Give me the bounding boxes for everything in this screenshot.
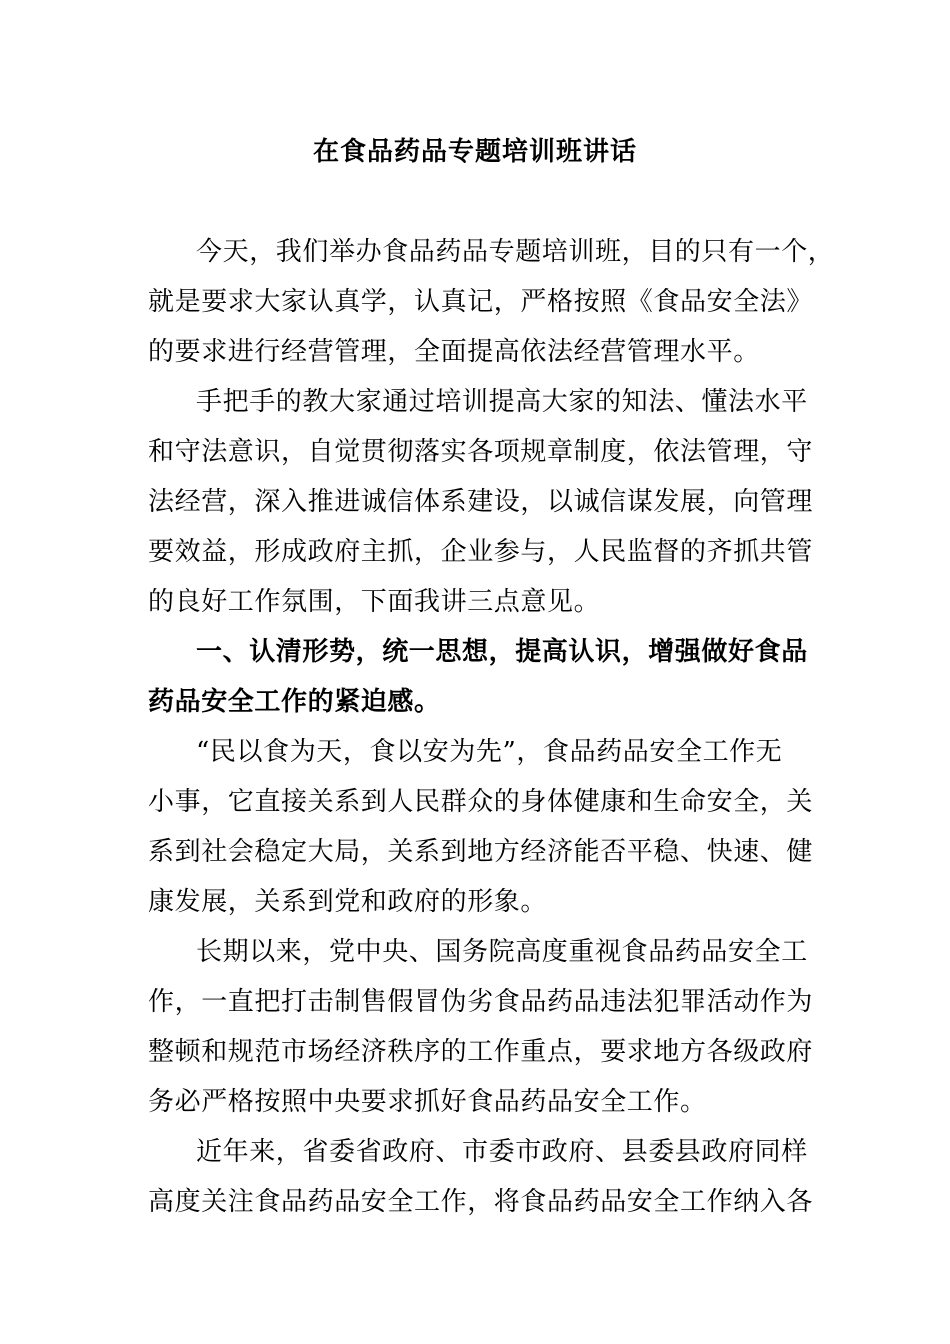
section-heading-1-line-2: 药品安全工作的紧迫感。 [148, 687, 441, 717]
paragraph-2-line-1: 手把手的教大家通过培训提高大家的知法、懂法水平 [196, 387, 808, 417]
paragraph-5-line-2: 高度关注食品药品安全工作，将食品药品安全工作纳入各 [148, 1187, 814, 1217]
paragraph-1-line-1: 今天，我们举办食品药品专题培训班，目的只有一个， [196, 237, 835, 267]
paragraph-2-line-4: 要效益，形成政府主抓，企业参与，人民监督的齐抓共管 [148, 537, 814, 567]
paragraph-1-line-2: 就是要求大家认真学，认真记，严格按照《食品安全法》 [148, 287, 814, 317]
paragraph-3-line-2: 小事，它直接关系到人民群众的身体健康和生命安全，关 [148, 787, 814, 817]
paragraph-1-line-3: 的要求进行经营管理，全面提高依法经营管理水平。 [148, 337, 760, 367]
section-heading-1-line-1: 一、认清形势，统一思想，提高认识，增强做好食品 [196, 637, 808, 667]
paragraph-2-line-5: 的良好工作氛围，下面我讲三点意见。 [148, 587, 601, 617]
paragraph-3-line-1: “民以食为天，食以安为先”，食品药品安全工作无 [196, 737, 783, 767]
paragraph-4-line-2: 作，一直把打击制售假冒伪劣食品药品违法犯罪活动作为 [148, 987, 814, 1017]
paragraph-3-line-3: 系到社会稳定大局，关系到地方经济能否平稳、快速、健 [148, 837, 814, 867]
paragraph-2-line-3: 法经营，深入推进诚信体系建设，以诚信谋发展，向管理 [148, 487, 814, 517]
document-title: 在食品药品专题培训班讲话 [312, 137, 637, 167]
paragraph-2-line-2: 和守法意识，自觉贯彻落实各项规章制度，依法管理，守 [148, 437, 814, 467]
paragraph-4-line-3: 整顿和规范市场经济秩序的工作重点，要求地方各级政府 [148, 1037, 814, 1067]
paragraph-4-line-1: 长期以来，党中央、国务院高度重视食品药品安全工 [196, 937, 808, 967]
paragraph-4-line-4: 务必严格按照中央要求抓好食品药品安全工作。 [148, 1087, 707, 1117]
paragraph-5-line-1: 近年来，省委省政府、市委市政府、县委县政府同样 [196, 1137, 808, 1167]
paragraph-3-line-4: 康发展，关系到党和政府的形象。 [148, 887, 548, 917]
